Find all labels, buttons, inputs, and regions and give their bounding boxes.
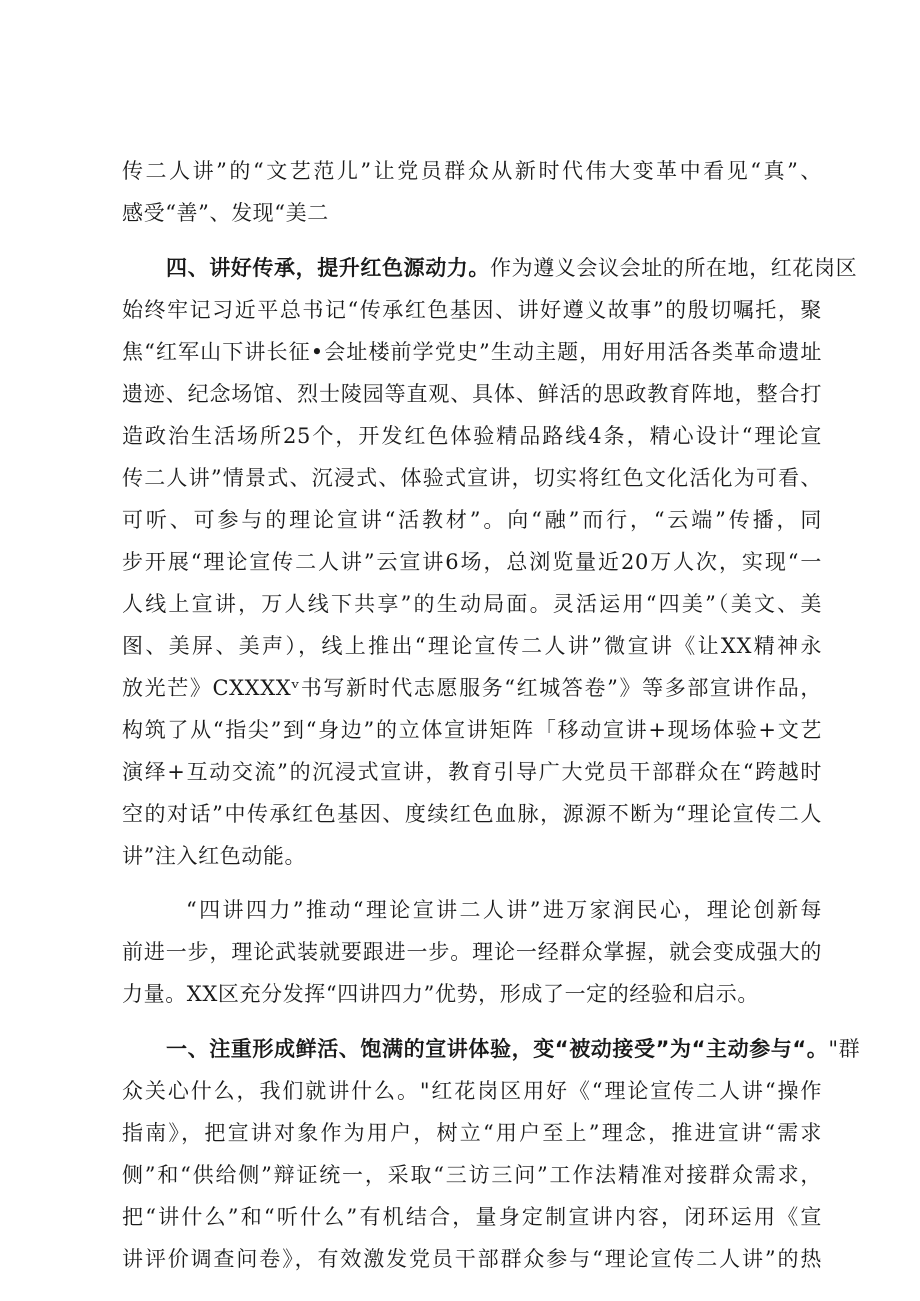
paragraph-line: 遗迹、纪念场馆、烈士陵园等直观、具体、鲜活的思政教育阵地，整合打 xyxy=(122,382,822,406)
section-one-first-line-text: "群 xyxy=(828,1037,861,1061)
paragraph-line: 空的对话”中传承红色基因、度续红色血脉，源源不断为“理论宣传二人 xyxy=(122,802,822,826)
paragraph-line: 可听、可参与的理论宣讲“活教材”。向“融”而行，“云端”传播，同 xyxy=(122,508,822,532)
paragraph-line: 众关心什么，我们就讲什么。"红花岗区用好《“理论宣传二人讲“操作 xyxy=(122,1079,822,1103)
section-four-first-line-text: 作为遵义会议会址的所在地，红花岗区 xyxy=(490,256,858,280)
paragraph-line: 步开展“理论宣传二人讲”云宣讲6场，总浏览量近20万人次，实现“一 xyxy=(122,550,822,574)
paragraph-line: 传二人讲”的“文艺范儿”让党员群众从新时代伟大变革中看见“真”、 xyxy=(122,159,822,183)
paragraph-line: 放光芒》CXXXXᵛ书写新时代志愿服务“红城答卷”》等多部宣讲作品， xyxy=(122,676,822,700)
section-one-heading: 一、注重形成鲜活、饱满的宣讲体验，变“被动接受”为“主动参与“。 xyxy=(166,1037,829,1061)
paragraph-line: 造政治生活场所25个，开发红色体验精品路线4条，精心设计“理论宣 xyxy=(122,424,822,448)
paragraph-line: “四讲四力”推动“理论宣讲二人讲”进万家润民心，理论创新每 xyxy=(186,898,822,922)
section-one-first-line xyxy=(166,1034,861,1064)
paragraph-line: 传二人讲”情景式、沉浸式、体验式宣讲，切实将红色文化活化为可看、 xyxy=(122,466,822,490)
paragraph-line: 侧”和“供给侧”辩证统一，采取“三访三问”工作法精准对接群众需求， xyxy=(122,1163,822,1187)
paragraph-line: 图、美屏、美声），线上推出“理论宣传二人讲”微宣讲《让XX精神永 xyxy=(122,634,822,658)
paragraph-line: 指南》，把宣讲对象作为用户，树立“用户至上”理念，推进宣讲“需求 xyxy=(122,1121,822,1145)
paragraph-line: 讲评价调查问卷》，有效激发党员干部群众参与“理论宣传二人讲”的热 xyxy=(122,1247,822,1271)
paragraph-line: 感受“善”、发现“美二 xyxy=(122,201,329,225)
paragraph-line: 讲”注入红色动能。 xyxy=(122,844,307,868)
paragraph-line: 人线上宣讲，万人线下共享”的生动局面。灵活运用“四美”（美文、美 xyxy=(122,592,822,616)
paragraph-line: 把“讲什么”和“听什么”有机结合，量身定制宣讲内容，闭环运用《宣 xyxy=(122,1205,822,1229)
paragraph-line: 焦“红军山下讲长征•会址楼前学党史”生动主题，用好用活各类革命遗址 xyxy=(122,340,822,364)
paragraph-line: 始终牢记习近平总书记“传承红色基因、讲好遵义故事”的殷切嘱托，聚 xyxy=(122,298,822,322)
paragraph-line: 前进一步，理论武装就要跟进一步。理论一经群众掌握，就会变成强大的 xyxy=(122,940,822,964)
paragraph-line: 演绎+互动交流”的沉浸式宣讲，教育引导广大党员干部群众在“跨越时 xyxy=(122,760,822,784)
section-four-heading: 四、讲好传承，提升红色源动力。 xyxy=(166,256,490,280)
paragraph-line: 力量。XX区充分发挥“四讲四力”优势，形成了一定的经验和启示。 xyxy=(122,982,759,1006)
section-four-first-line xyxy=(166,253,858,283)
paragraph-line: 构筑了从“指尖”到“身边”的立体宣讲矩阵「移动宣讲+现场体验+文艺 xyxy=(122,718,822,742)
